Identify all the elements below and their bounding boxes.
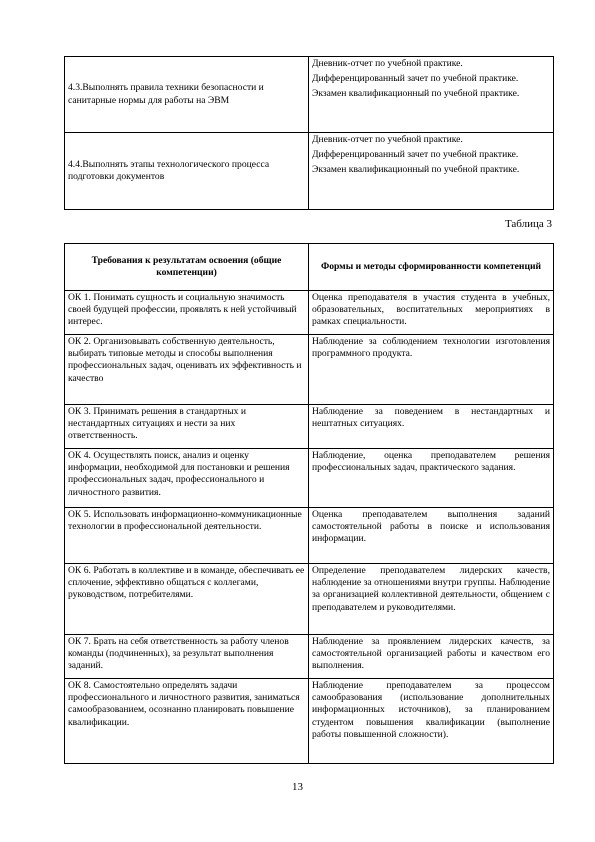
table-cell: 4.3.Выполнять правила техники безопасности и санитарные нормы для работы на ЭВМ [65,57,309,133]
table-cell: ОК 7. Брать на себя ответственность за работу членов команды (подчиненных), за результат выполнения заданий. [65,635,309,679]
table-cell: Оценка преподавателя в участия студента в учебных, образовательных, воспитательных мероприятиях в рамках специальности. [309,291,554,335]
page-number: 13 [292,781,303,793]
table-cell: ОК 8. Самостоятельно определять задачи профессионального и личностного развития, заниматься самообразованием, осознанно планировать повышение квалификации. [65,679,309,764]
column-header: Формы и методы сформированности компетенций [309,244,554,291]
table-row [65,291,554,335]
table-cell [309,133,554,210]
table-caption: Таблица 3 [504,218,552,230]
top-table [64,56,554,210]
table-header-row [65,244,554,291]
list-item: Дневник-отчет по учебной практике. [312,58,463,69]
table-cell: ОК 5. Использовать информационно-коммуникационные технологии в профессиональной деятельности. [65,508,309,564]
table-cell: Наблюдение за проявлением лидерских качеств, за самостоятельной организацией работы и качеством его выполнения. [309,635,554,679]
table-row [65,405,554,449]
table-cell: 4.4.Выполнять этапы технологического процесса подготовки документов [65,133,309,210]
table-row [65,133,554,210]
table-cell: Определение преподавателем лидерских качеств, наблюдение за отношениями внутри группы. Наблюдение за организацией коллективной деятельности, общением с преподавателем и руководителями. [309,564,554,635]
table-cell [309,57,554,133]
competencies-table [64,243,554,764]
list-item: Дифференцированный зачет по учебной практике. [312,73,519,85]
list-item: Экзамен квалификационный по учебной практике. [312,88,520,100]
table-cell: Наблюдение за соблюдением технологии изготовления программного продукта. [309,335,554,405]
table-row [65,335,554,405]
table-cell: Оценка преподавателем выполнения заданий самостоятельной работы в поиске и использования информации. [309,508,554,564]
list-item: Экзамен квалификационный по учебной практике. [312,164,520,176]
table-row [65,679,554,764]
table-cell: ОК 3. Принимать решения в стандартных и нестандартных ситуациях и нести за них ответственность. [65,405,309,449]
table-row [65,635,554,679]
table-row [65,449,554,508]
list-item: Дифференцированный зачет по учебной практике. [312,149,519,161]
table-cell: ОК 2. Организовывать собственную деятельность, выбирать типовые методы и способы выполнения профессиональных задач, оценивать их эффективность и качество [65,335,309,405]
table-row [65,508,554,564]
table-cell: Наблюдение за поведением в нестандартных и нештатных ситуациях. [309,405,554,449]
table-cell: ОК 6. Работать в коллективе и в команде, обеспечивать ее сплочение, эффективно общаться с коллегами, руководством, потребителями. [65,564,309,635]
column-header: Требования к результатам освоения (общие компетенции) [65,244,309,291]
table-cell: Наблюдение преподавателем за процессом самообразования (использование дополнительных информационных источников), за планированием студентом повышения квалификации (выполнение работы повышенной сложности). [309,679,554,764]
list-item: Дневник-отчет по учебной практике. [312,134,463,145]
table-row [65,564,554,635]
table-row [65,57,554,133]
table-cell: ОК 4. Осуществлять поиск, анализ и оценку информации, необходимой для постановки и решения профессиональных задач, профессионального и личностного развития. [65,449,309,508]
table-cell: Наблюдение, оценка преподавателем решения профессиональных задач, практического задания. [309,449,554,508]
table-cell: ОК 1. Понимать сущность и социальную значимость своей будущей профессии, проявлять к ней устойчивый интерес. [65,291,309,335]
